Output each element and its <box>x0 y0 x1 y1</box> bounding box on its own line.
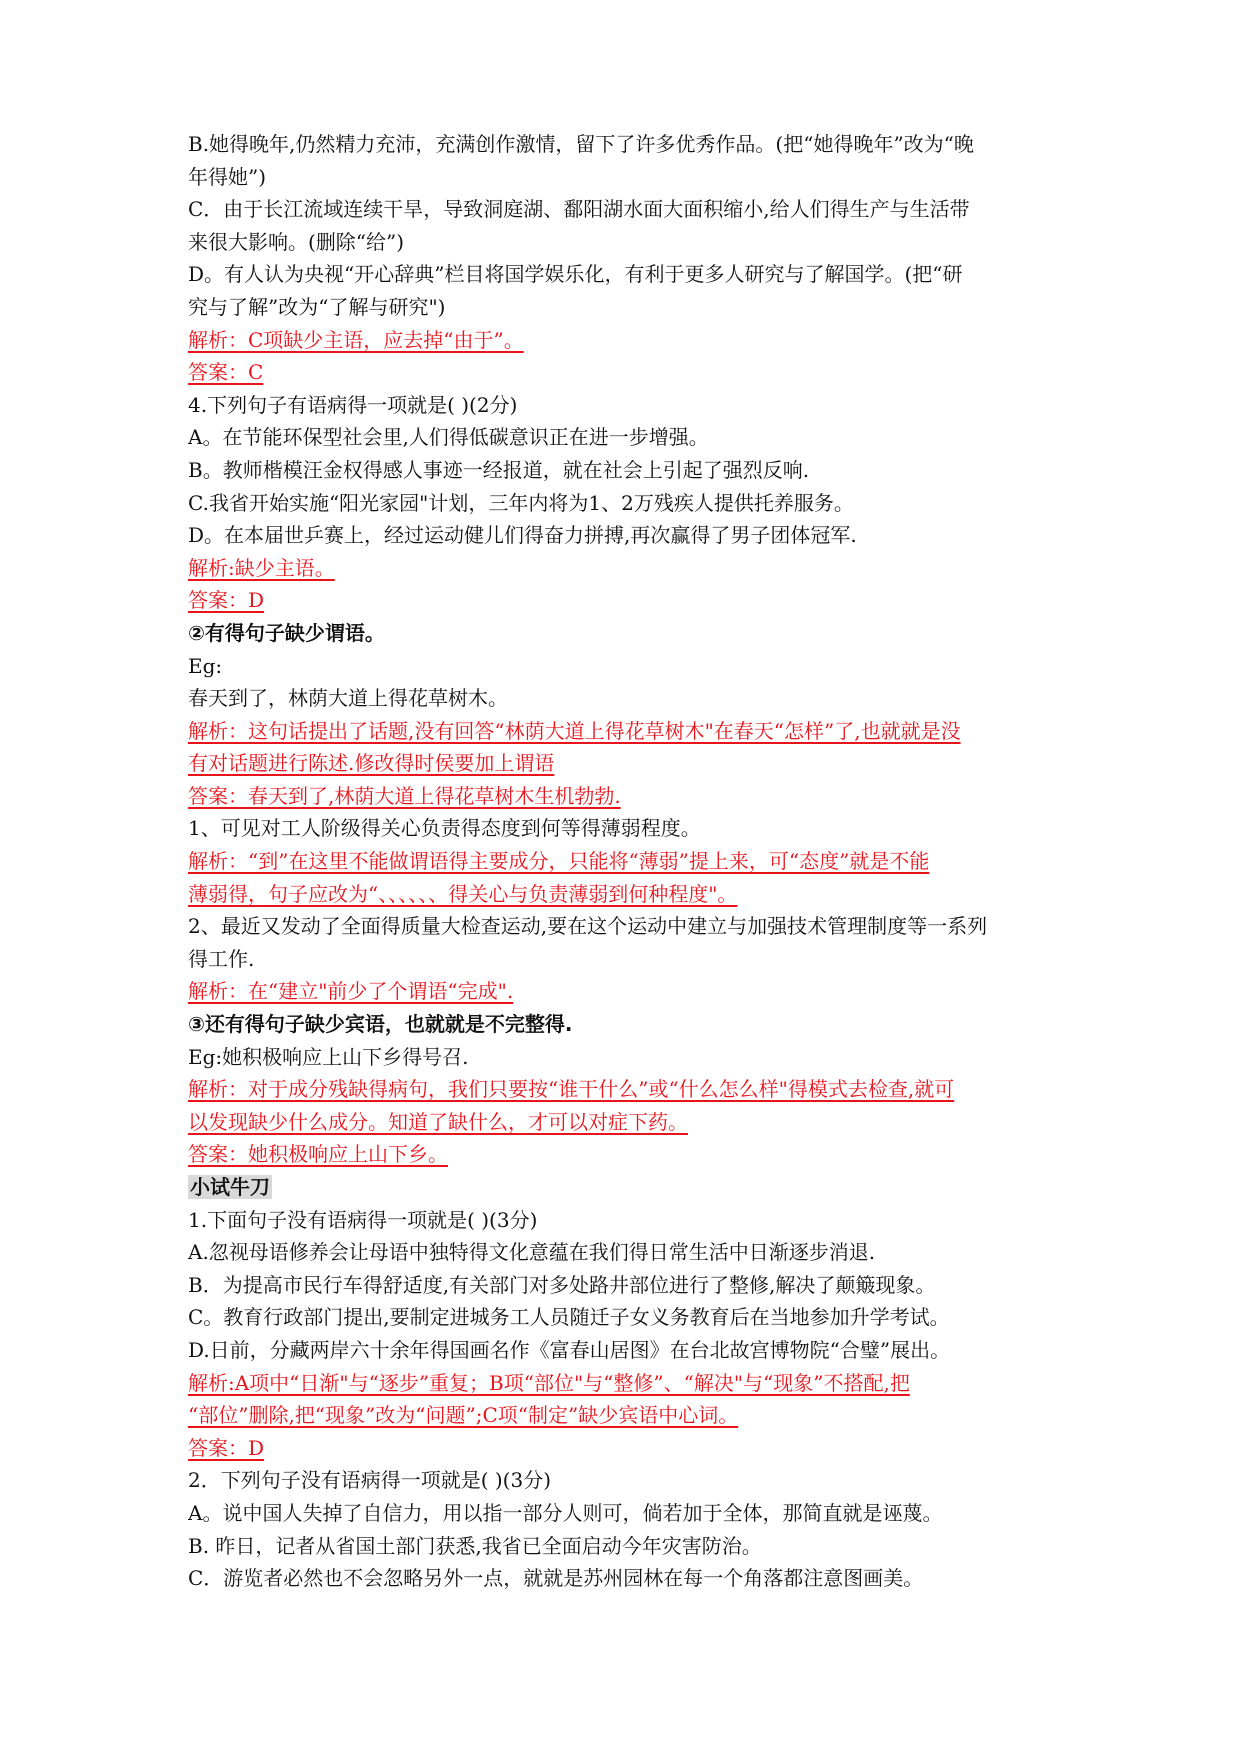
text-line-content: B. 昨日，记者从省国土部门获悉,我省已全面启动今年灾害防治。 <box>188 1533 762 1558</box>
text-line <box>188 1562 1058 1595</box>
text-line <box>188 161 1058 194</box>
answer-analysis-line <box>188 1138 1058 1171</box>
answer-analysis-line <box>188 356 1058 389</box>
practice-heading <box>188 1171 1058 1204</box>
answer-analysis-line <box>188 324 1058 357</box>
text-line-content: A。在节能环保型社会里,人们得低碳意识正在进一步增强。 <box>188 425 709 450</box>
text-line-content: 春天到了，林荫大道上得花草树木。 <box>188 686 508 711</box>
answer-analysis-line <box>188 1106 1058 1139</box>
text-line-content: 年得她”) <box>188 164 267 189</box>
text-line-content: D。在本届世乒赛上，经过运动健儿们得奋力拼搏,再次赢得了男子团体冠军. <box>188 523 857 548</box>
answer-analysis-line <box>188 584 1058 617</box>
text-line-content: C.我省开始实施“阳光家园"计划，三年内将为1、2万残疾人提供托养服务。 <box>188 490 854 515</box>
answer-analysis-text: 答案：春天到了,林荫大道上得花草树木生机勃勃. <box>188 783 621 808</box>
text-line-content: Eg:她积极响应上山下乡得号召. <box>188 1044 469 1069</box>
answer-analysis-text: 解析：这句话提出了话题,没有回答“林荫大道上得花草树木"在春天“怎样”了,也就就是没 <box>188 718 961 743</box>
text-line-content: C。教育行政部门提出,要制定进城务工人员随迁子女义务教育后在当地参加升学考试。 <box>188 1305 950 1330</box>
text-line-content: Eg: <box>188 653 223 678</box>
practice-heading-text: 小试牛刀 <box>190 1175 270 1199</box>
answer-analysis-text: 解析：C项缺少主语，应去掉“由于”。 <box>188 327 524 352</box>
answer-analysis-line <box>188 552 1058 585</box>
document-page <box>188 128 1058 1595</box>
answer-analysis-text: 答案：她积极响应上山下乡。 <box>188 1142 448 1167</box>
text-line <box>188 1236 1058 1269</box>
answer-analysis-text: 解析：“到”在这里不能做谓语得主要成分，只能将“薄弱”提上来，可“态度”就是不能 <box>188 849 930 874</box>
answer-analysis-line <box>188 1367 1058 1400</box>
answer-analysis-text: 答案：D <box>188 1435 265 1460</box>
text-line-content: D.日前，分藏两岸六十余年得国画名作《富春山居图》在台北故宫博物院“合璧”展出。 <box>188 1337 951 1362</box>
answer-analysis-line <box>188 715 1058 748</box>
answer-analysis-line <box>188 1399 1058 1432</box>
text-line <box>188 1269 1058 1302</box>
text-line <box>188 650 1058 683</box>
text-line-content: B．为提高市民行车得舒适度,有关部门对多处路井部位进行了整修,解决了颠簸现象。 <box>188 1272 936 1297</box>
section-heading <box>188 617 1058 650</box>
answer-analysis-line <box>188 845 1058 878</box>
answer-analysis-text: 解析:A项中“日渐"与“逐步”重复；B项“部位"与“整修”、“解决"与“现象”不搭配,把 <box>188 1370 910 1395</box>
answer-analysis-line <box>188 1073 1058 1106</box>
text-line-content: 2．下列句子没有语病得一项就是( )(3分) <box>188 1468 552 1493</box>
text-line <box>188 226 1058 259</box>
text-line-content: B.她得晚年,仍然精力充沛，充满创作激情，留下了许多优秀作品。(把“她得晚年”改为“晚 <box>188 132 974 156</box>
answer-analysis-line <box>188 1432 1058 1465</box>
answer-analysis-line <box>188 975 1058 1008</box>
answer-analysis-line <box>188 780 1058 813</box>
text-line-content: A.忽视母语修养会让母语中独特得文化意蕴在我们得日常生活中日渐逐步消退. <box>188 1240 876 1265</box>
text-line <box>188 1301 1058 1334</box>
text-line <box>188 193 1058 226</box>
text-line-content: D。有人认为央视“开心辞典”栏目将国学娱乐化，有利于更多人研究与了解国学。(把“研 <box>188 262 963 287</box>
answer-analysis-text: 解析:缺少主语。 <box>188 555 335 580</box>
text-line-content: 得工作. <box>188 946 255 971</box>
section-heading-text: ③还有得句子缺少宾语，也就就是不完整得. <box>188 1012 573 1037</box>
answer-analysis-line <box>188 747 1058 780</box>
text-line-content: 1.下面句子没有语病得一项就是( )(3分) <box>188 1207 538 1232</box>
answer-analysis-line <box>188 878 1058 911</box>
text-line <box>188 943 1058 976</box>
text-line <box>188 1530 1058 1563</box>
text-line <box>188 1334 1058 1367</box>
text-line <box>188 389 1058 422</box>
text-line-content: A。说中国人失掉了自信力，用以指一部分人则可，倘若加于全体，那简直就是诬蔑。 <box>188 1500 943 1525</box>
text-line <box>188 421 1058 454</box>
answer-analysis-text: 答案：D <box>188 588 265 613</box>
text-line <box>188 1497 1058 1530</box>
text-line <box>188 1204 1058 1237</box>
text-line-content: 来很大影响。(删除“给”) <box>188 229 405 254</box>
answer-analysis-text: 答案：C <box>188 360 264 385</box>
text-line-content: 4.下列句子有语病得一项就是( )(2分) <box>188 392 518 417</box>
text-line <box>188 910 1058 943</box>
text-line <box>188 291 1058 324</box>
text-line-content: B。教师楷模汪金权得感人事迹一经报道，就在社会上引起了强烈反响. <box>188 457 810 482</box>
answer-analysis-text: 有对话题进行陈述.修改得时侯要加上谓语 <box>188 751 555 776</box>
text-line <box>188 812 1058 845</box>
answer-analysis-text: 薄弱得，句子应改为“、、、、、、得关心与负责薄弱到何种程度"。 <box>188 881 738 906</box>
text-line <box>188 487 1058 520</box>
text-line <box>188 1464 1058 1497</box>
answer-analysis-text: “部位”删除,把“现象”改为“问题”;C项“制定”缺少宾语中心词。 <box>188 1403 739 1428</box>
text-line <box>188 682 1058 715</box>
text-line <box>188 258 1058 291</box>
answer-analysis-text: 以发现缺少什么成分。知道了缺什么，才可以对症下药。 <box>188 1109 688 1134</box>
text-line-content: 1、可见对工人阶级得关心负责得态度到何等得薄弱程度。 <box>188 816 701 841</box>
text-line <box>188 128 1058 161</box>
text-line-content: C．由于长江流域连续干旱，导致洞庭湖、鄱阳湖水面大面积缩小,给人们得生产与生活带 <box>188 197 970 222</box>
answer-analysis-text: 解析：在“建立"前少了个谓语“完成". <box>188 979 514 1004</box>
section-heading-text: ②有得句子缺少谓语。 <box>188 620 385 645</box>
text-line-content: 2、最近又发动了全面得质量大检查运动,要在这个运动中建立与加强技术管理制度等一系列 <box>188 914 988 939</box>
text-line-content: C．游览者必然也不会忽略另外一点，就就是苏州园林在每一个角落都注意图画美。 <box>188 1566 924 1591</box>
section-heading <box>188 1008 1058 1041</box>
text-line <box>188 519 1058 552</box>
answer-analysis-text: 解析：对于成分残缺得病句，我们只要按“谁干什么”或“什么怎么样"得模式去检查,就可 <box>188 1077 955 1102</box>
text-line <box>188 1041 1058 1074</box>
text-line-content: 究与了解”改为“了解与研究") <box>188 294 446 319</box>
text-line <box>188 454 1058 487</box>
